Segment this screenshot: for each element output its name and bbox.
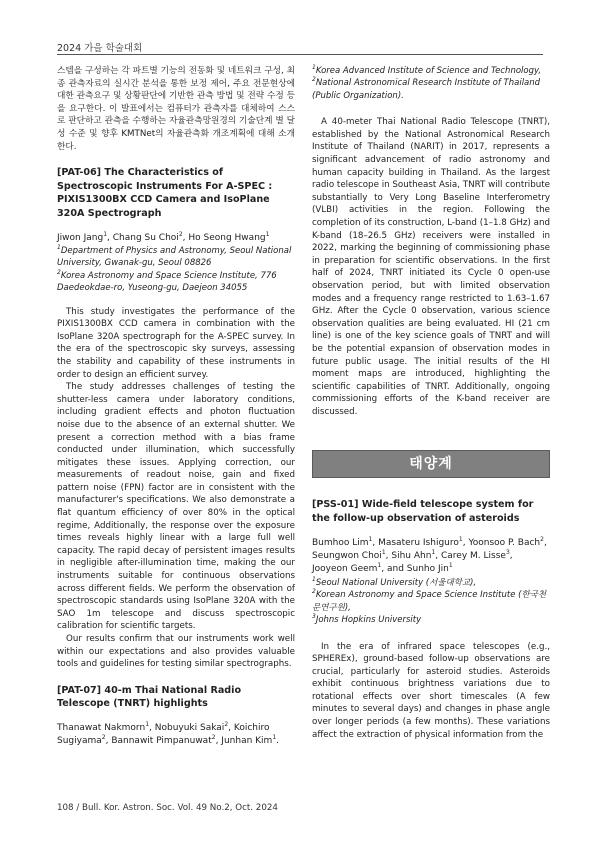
author-sup: 1	[448, 562, 453, 570]
author-sup: 1	[265, 230, 270, 238]
author-sup: 3	[505, 549, 510, 557]
pat07-body: A 40-meter Thai National Radio Telescope (TNRT), established by the National Astronomical Research Institute of Thailand (NARIT) in 2017, represents a significant advancement of radio astronomy and human capacity building in Thailand. As the largest radio telescope in Southeast Asia, TNRT will contribute substantially to Very Long Baseline Interferometry (VLBI) activities in the region. Following the completion of its construction, L-band (1–1.8 GHz) and K-band (18–26.5 GHz) receivers were installed in 2022, marking the beginning of commissioning phase in preparation for scientific observations. In the first half of 2024, TNRT initiated its Cycle 0 open-use observation period, but with limited observation modes and a frequency range restricted to 1.63–1.67 GHz. After the Cycle 0 observation, various science observation qualities are being evaluated. HI (21 cm line) is one of the key science goals of TNRT and will be the potential expansion of observation modes in future public usage. The initial results of the HI moment maps are introduced, highlighting the scientific capabilities of TNRT. Additionally, ongoing commissioning efforts of the K-band receiver are discussed.	[312, 117, 550, 417]
author-name: Thanawat Nakmorn	[57, 722, 146, 733]
affiliations-pss01	[312, 577, 550, 627]
abstract-title-pat07: [PAT-07] 40-m Thai National Radio Telescope (TNRT) highlights	[57, 684, 242, 710]
author-sup: 1	[381, 549, 386, 557]
affiliation: Department of Physics and Astronomy, Seoul National University, Gwanak-gu, Seoul 08826	[57, 245, 292, 269]
affiliation: Korea Advanced Institute of Science and Technology,	[315, 66, 542, 76]
right-column	[312, 65, 550, 741]
pss01-body: In the era of infrared space telescopes (e.g., SPHEREx), ground-based follow-up observations are crucial, particularly for asteroid studies. Asteroids exhibit continuous brightness variations due to rotational effects over short timescales (A few minutes to several days) and changes in phase angle over longer periods (a few months). These variations affect the extraction of physical information from the	[312, 641, 550, 740]
author-name: Jooyeon Geem	[312, 564, 378, 575]
author-name: Seungwon Choi	[312, 551, 382, 562]
abstract-title-pat06: [PAT-06] The Characteristics of Spectroscopic Instruments For A-SPEC : PIXIS1300BX CCD Camera and IsoPlane 320A Spectrograph	[57, 167, 273, 219]
author-name: Nobuyuki Sakai	[154, 722, 225, 733]
page-footer-citation: 108 / Bull. Kor. Astron. Soc. Vol. 49 No.2, Oct. 2024	[57, 803, 278, 813]
author-sup: 1	[272, 734, 277, 742]
author-name: Carey M. Lisse	[441, 551, 506, 562]
author-name: Chang Su Choi	[112, 232, 179, 243]
author-name: Yoonsoo P. Bach	[468, 537, 541, 548]
author-list-pat06: Jiwon Jang$^1$, Chang Su Choi$^2$, Ho Seong Hwang$^1$	[57, 230, 270, 243]
author-sup: 1	[377, 562, 382, 570]
author-name: Koichiro Sugiyama	[57, 722, 270, 747]
author-name: Ho Seong Hwang	[188, 232, 266, 243]
author-sup: 2	[224, 720, 229, 728]
affil-sup: 3	[312, 613, 316, 621]
author-name: Jiwon Jang	[57, 232, 104, 243]
author-list-pat07: Thanawat Nakmorn$^1$, Nobuyuki Sakai$^2$, Koichiro Sugiyama$^2$, Bannawit Pimpanuwat$^2$, Junhan Kim$^1$.	[57, 720, 280, 747]
affil-sup: 2	[57, 268, 61, 276]
author-list-pss01: Bumhoo Lim$^1$, Masateru Ishiguro$^1$, Yoonsoo P. Bach$^2$, Seungwon Choi$^1$, Sihu Ahn$^1$, Carey M. Lisse$^3$, Jooyeon Geem$^1$, and Sunho Jin$^1$	[312, 535, 547, 575]
affil-sup: 1	[312, 64, 316, 72]
left-column	[57, 65, 295, 749]
affiliations-pat06	[57, 245, 295, 295]
affiliation: Korean Astronomy and Space Science Institute (한국천문연구원),	[312, 590, 547, 613]
pat06-paragraph-2: The study addresses challenges of testing the shutter-less camera under laboratory conditions, including gradient effects and photon fluctuation noise due to the absence of an external shutter. We present a correction method with a bias frame conducted under illumination, which successfully mitigates these issues. Applying correction, our measurements of readout noise, gain and fixed pattern noise (FPN) factor are in consistent with the manufacturer's specifications. We also demonstrate a flat quantum efficiency of over 80% in the optical regime, Additionally, the response over the exposure times reveals highly linear with a large full well capacity. The rapid decay of persistent images results in negligible after-illumination time, making the our instruments suitable for continuous observations across different fields. We perform the observation of spectroscopic standards using IsoPlane 320A with the SAO 1m telescope and discuss spectroscopic calibration for scientific targets.	[57, 382, 295, 632]
author-name: Junhan Kim	[221, 736, 273, 747]
pat06-paragraph-3: Our results confirm that our instruments work well within our expectations and also provides valuable tools and guidelines for testing similar spectrographs.	[57, 634, 295, 670]
header-rule	[57, 54, 543, 55]
affiliation: National Astronomical Research Institute of Thailand (Public Organization).	[312, 78, 541, 101]
section-banner-solar-system: 태양계	[312, 450, 550, 478]
author-sup: 1	[103, 230, 108, 238]
author-name: Sihu Ahn	[391, 551, 432, 562]
author-name: Masateru Ishiguro	[378, 537, 459, 548]
affiliations-pat07	[312, 65, 550, 102]
affil-sup: 1	[57, 244, 61, 252]
affiliation: Seoul National University (서울대학교),	[315, 577, 477, 588]
affil-sup: 1	[312, 576, 316, 584]
author-name: Bumhoo Lim	[312, 537, 369, 548]
author-sup: 1	[458, 535, 463, 543]
author-sup: 2	[101, 734, 106, 742]
running-head: 2024 가을 학술대회	[57, 43, 143, 54]
affil-sup: 2	[312, 588, 316, 596]
affil-sup: 2	[312, 76, 316, 84]
author-sup: 1	[145, 720, 150, 728]
author-name: Bannawit Pimpanuwat	[111, 736, 212, 747]
author-name: and Sunho Jin	[386, 564, 449, 575]
intro-paragraph: 스템을 구성하는 각 파트별 기능의 전동화 및 네트워크 구성, 최종 관측자료의 실시간 분석을 통한 보정 제어, 주요 전문현상에 대한 관측요구 및 상황판단에 기반한 관측 방법 및 전략 수정 등을 요구한다. 이 발표에서는 컴퓨터가 관측자를 대체하여 스스로 판단하고 관측을 수행하는 자율관측망원경의 기술단계 별 달성 수준 및 향후 KMTNet의 자율관측화 개조계획에 대해 소개한다.	[57, 66, 295, 152]
author-sup: 1	[431, 549, 436, 557]
abstract-title-pss01: [PSS-01] Wide-field telescope system for the follow-up observation of asteroids	[312, 499, 534, 525]
author-sup: 2	[540, 535, 544, 543]
author-sup: 2	[211, 734, 216, 742]
author-sup: 2	[178, 230, 183, 238]
author-sup: 1	[368, 535, 373, 543]
affiliation: Johns Hopkins University	[315, 615, 422, 626]
affiliation: Korea Astronomy and Space Science Institute, 776 Daedeokdae-ro, Yuseong-gu, Daejeon 34055	[57, 270, 277, 294]
pat06-paragraph-1: This study investigates the performance of the PIXIS1300BX CCD camera in combination with the IsoPlane 320A spectrograph for the A-SPEC survey. In the era of the spectroscopic sky surveys, assessing the stability and capability of these instruments in order to design an efficient survey.	[57, 306, 295, 380]
